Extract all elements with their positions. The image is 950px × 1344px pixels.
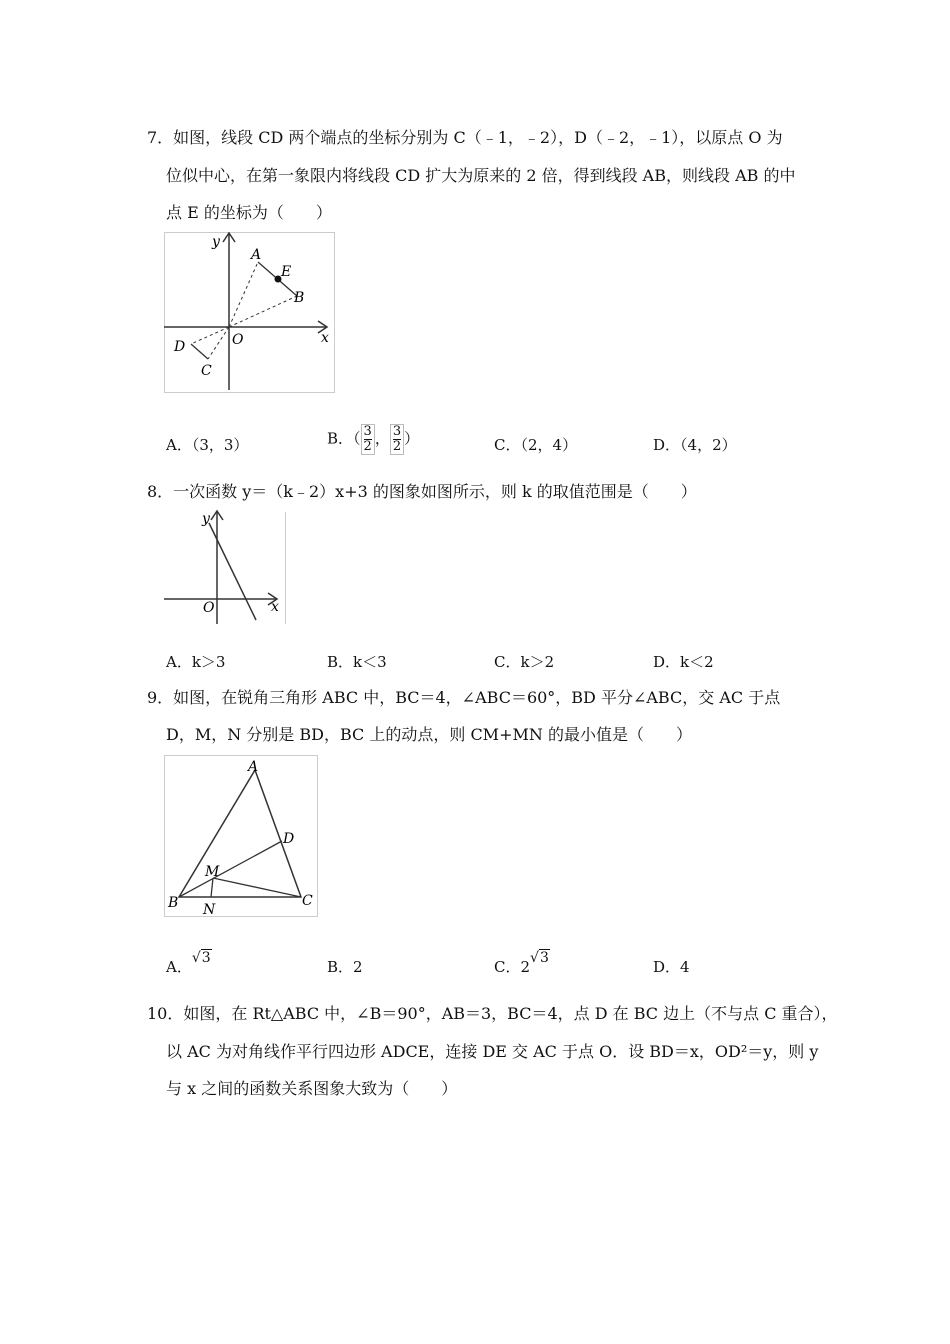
- q8-option-d: D．k＜2: [653, 653, 714, 671]
- q7-text-line3: 点 E 的坐标为（ ）: [166, 203, 332, 222]
- sqrt-three: √3: [191, 950, 211, 966]
- q8-option-a: A．k＞3: [166, 653, 226, 671]
- q7-option-b-suffix: ）: [404, 429, 420, 448]
- q9-option-d: D．4: [653, 958, 690, 976]
- q9-option-a-prefix: A．: [166, 958, 192, 976]
- q7-option-a: A．（3，3）: [166, 436, 249, 454]
- q7-option-b-separator: ，: [374, 429, 390, 448]
- point-n-label: N: [203, 902, 216, 918]
- segment-bd: [179, 841, 282, 897]
- q9-figure: [164, 755, 320, 919]
- q7-option-b-prefix: B．（: [327, 429, 361, 448]
- q9-option-b: B．2: [327, 958, 363, 976]
- fraction-1: [361, 424, 375, 455]
- q8-option-b: B．k＜3: [327, 653, 387, 671]
- segment-mc: [213, 878, 301, 897]
- q7-option-c: C．（2，4）: [494, 436, 578, 454]
- sqrt-radicand: 3: [539, 950, 549, 966]
- segment-mn: [211, 878, 213, 897]
- point-a-label: A: [248, 759, 259, 775]
- point-b-label: B: [168, 895, 179, 911]
- fraction-2: [390, 424, 404, 455]
- q7-figure: [164, 232, 336, 394]
- q7-option-d: D．（4，2）: [653, 436, 737, 454]
- point-c-label: C: [302, 893, 313, 909]
- figure-border: [165, 233, 335, 393]
- q8-figure: [164, 508, 288, 626]
- origin-label: O: [232, 332, 244, 348]
- point-a-label: A: [251, 247, 262, 263]
- ob-dashed-line: [229, 296, 297, 327]
- oc-dashed-line: [208, 327, 229, 359]
- fraction-1-numerator: 3: [363, 424, 372, 439]
- y-axis-label: y: [202, 511, 210, 527]
- y-axis-label: y: [212, 234, 220, 250]
- oa-dashed-line: [229, 262, 258, 327]
- q7-text-line2: 位似中心，在第一象限内将线段 CD 扩大为原来的 2 倍，得到线段 AB，则线段 AB 的中: [166, 166, 796, 185]
- point-c-label: C: [201, 363, 212, 379]
- od-dashed-line: [191, 327, 229, 344]
- sqrt-radicand: 3: [201, 950, 211, 966]
- q9-text-line2: D，M，N 分别是 BD，BC 上的动点，则 CM+MN 的最小值是（ ）: [166, 725, 692, 744]
- q10-text-line3: 与 x 之间的函数关系图象大致为（ ）: [166, 1079, 458, 1098]
- x-axis-label: x: [321, 330, 329, 346]
- point-d-label: D: [174, 339, 186, 355]
- point-b-label: B: [294, 290, 305, 306]
- q9-option-c-prefix: C．2: [494, 958, 531, 976]
- point-d-label: D: [283, 831, 295, 847]
- origin-label: O: [203, 600, 215, 616]
- q7-text-line1: 7．如图，线段 CD 两个端点的坐标分别为 C（﹣1，﹣2），D（﹣2，﹣1），以原点 O 为: [147, 128, 783, 147]
- q8-option-c: C．k＞2: [494, 653, 555, 671]
- point-m-label: M: [205, 864, 220, 880]
- point-e-label: E: [281, 264, 292, 280]
- q10-text-line2: 以 AC 为对角线作平行四边形 ADCE，连接 DE 交 AC 于点 O．设 BD＝x，OD²＝y，则 y: [166, 1042, 819, 1061]
- segment-cd: [191, 344, 208, 359]
- sqrt-three: √3: [530, 950, 549, 966]
- x-axis-label: x: [271, 599, 279, 615]
- q9-option-c: [494, 950, 550, 978]
- q10-text-line1: 10．如图，在 Rt△ABC 中，∠B＝90°，AB＝3，BC＝4，点 D 在 BC 边上（不与点 C 重合），: [147, 1004, 838, 1023]
- q9-option-a: [166, 950, 212, 978]
- fraction-2-denominator: 2: [392, 439, 402, 454]
- fraction-2-numerator: 3: [392, 424, 402, 439]
- q7-option-b: [327, 424, 419, 455]
- q9-text-line1: 9．如图，在锐角三角形 ABC 中，BC＝4，∠ABC＝60°，BD 平分∠ABC，交 AC 于点: [147, 688, 781, 707]
- function-graph-line: [209, 523, 256, 620]
- fraction-1-denominator: 2: [363, 439, 372, 454]
- q8-text-line1: 8．一次函数 y＝（k﹣2）x+3 的图象如图所示，则 k 的取值范围是（ ）: [147, 482, 697, 501]
